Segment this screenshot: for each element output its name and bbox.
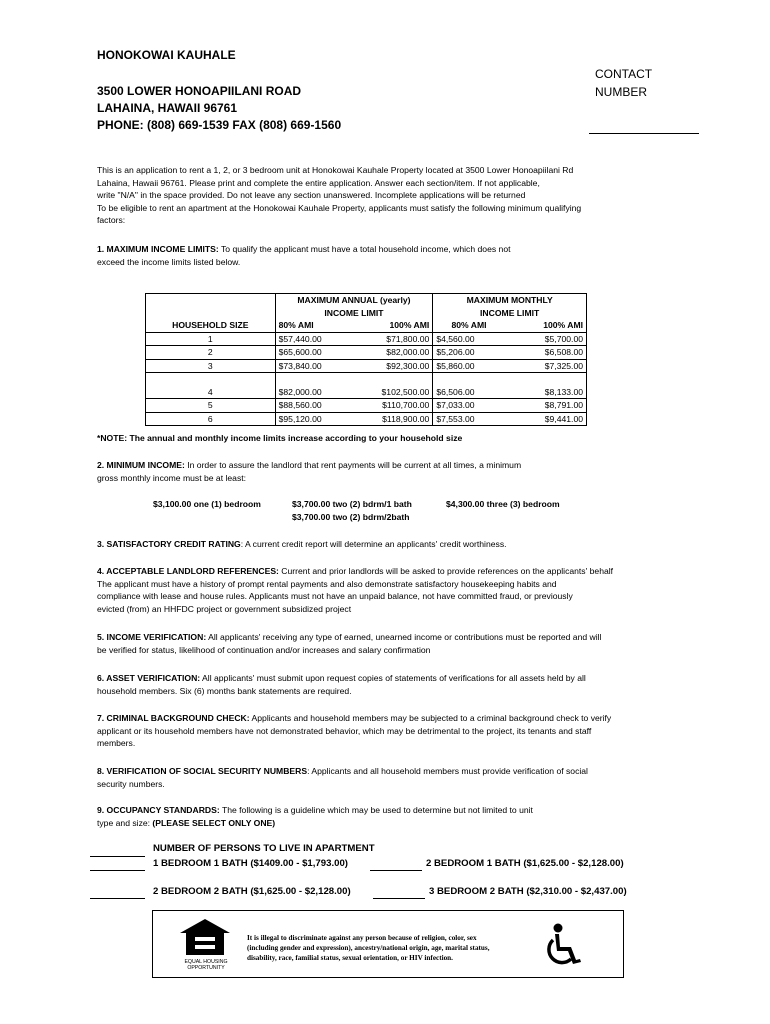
option-3br-2ba-blank[interactable] bbox=[373, 898, 425, 899]
anti-discrimination-notice bbox=[247, 933, 522, 963]
household-size-cell: 3 bbox=[146, 359, 276, 373]
annual-100-cell: $102,500.00 bbox=[381, 386, 430, 397]
equal-housing-notice-box bbox=[152, 910, 624, 978]
section-7-text: applicant or its household members have not demonstrated behavior, which may be detrimental to the project, its tenants and staff bbox=[97, 725, 592, 736]
option-2br-2ba-label: 2 BEDROOM 2 BATH ($1,625.00 - $2,128.00) bbox=[153, 886, 351, 897]
section-2 bbox=[97, 459, 717, 484]
monthly-80-cell: $5,206.00 bbox=[433, 346, 505, 360]
table-spacer-row bbox=[146, 373, 587, 386]
address-line-1: 3500 LOWER HONOAPIILANI ROAD bbox=[97, 84, 302, 98]
section-5-heading: 5. INCOME VERIFICATION: bbox=[97, 632, 207, 642]
monthly-80-cell: $7,553.00 bbox=[433, 412, 505, 426]
annual-80-header: 80% AMI bbox=[275, 319, 357, 332]
option-2br-1ba-blank[interactable] bbox=[370, 870, 422, 871]
section-7-text: Applicants and household members may be subjected to a criminal background check to verify bbox=[249, 713, 612, 723]
option-1br-1ba-blank[interactable] bbox=[90, 870, 145, 871]
persons-count-field[interactable] bbox=[90, 856, 145, 857]
annual-header: MAXIMUM ANNUAL (yearly) bbox=[275, 294, 433, 307]
min-income-2br-2ba: $3,700.00 two (2) bdrm/2bath bbox=[292, 512, 410, 522]
section-3-heading: 3. SATISFACTORY CREDIT RATING bbox=[97, 539, 241, 549]
monthly-80-cell: $5,860.00 bbox=[433, 359, 505, 373]
monthly-header: MAXIMUM MONTHLY bbox=[433, 294, 587, 307]
address-line-2: LAHAINA, HAWAII 96761 bbox=[97, 101, 238, 115]
section-8-heading: 8. VERIFICATION OF SOCIAL SECURITY NUMBERS bbox=[97, 766, 308, 776]
section-4-text: evicted (from) an HHFDC project or government subsidized project bbox=[97, 603, 352, 614]
section-3-text: : A current credit report will determine an applicants' credit worthiness. bbox=[240, 539, 507, 549]
section-9-heading: 9. OCCUPANCY STANDARDS: bbox=[97, 805, 220, 815]
property-name: HONOKOWAI KAUHALE bbox=[97, 48, 236, 62]
section-1-text: exceed the income limits listed below. bbox=[97, 256, 241, 267]
monthly-80-cell: $4,560.00 bbox=[433, 332, 505, 346]
household-size-cell: 1 bbox=[146, 332, 276, 346]
contact-number-field[interactable] bbox=[589, 132, 699, 134]
min-income-2br-1ba: $3,700.00 two (2) bdrm/1 bath bbox=[292, 499, 412, 509]
household-size-cell: 2 bbox=[146, 346, 276, 360]
contact-label-1: CONTACT bbox=[595, 67, 653, 81]
select-only-one-note: (PLEASE SELECT ONLY ONE) bbox=[152, 817, 276, 828]
annual-100-header: 100% AMI bbox=[389, 320, 430, 330]
section-1-text: To qualify the applicant must have a total household income, which does not bbox=[218, 244, 511, 254]
section-4-text: compliance with lease and house rules. Applicants must not have an unpaid balance, not have committed fraud, or previously bbox=[97, 591, 573, 602]
monthly-80-cell: $6,506.00 bbox=[433, 386, 505, 399]
table-row bbox=[146, 359, 587, 373]
section-8-text: security numbers. bbox=[97, 778, 165, 789]
section-7-heading: 7. CRIMINAL BACKGROUND CHECK: bbox=[97, 713, 250, 723]
equal-housing-logo-text bbox=[175, 959, 237, 971]
section-5-text: be verified for status, likelihood of continuation and/or increases and salary confirmation bbox=[97, 644, 431, 655]
notice-line: (including gender and expression), ancestry/national origin, age, marital status, bbox=[247, 944, 490, 952]
table-row bbox=[146, 332, 587, 346]
monthly-header-2: INCOME LIMIT bbox=[433, 307, 587, 320]
section-6-text: household members. Six (6) months bank statements are required. bbox=[97, 685, 352, 696]
section-2-text: In order to assure the landlord that rent payments will be current at all times, a minimum bbox=[184, 460, 522, 470]
min-income-3br: $4,300.00 three (3) bedroom bbox=[446, 499, 560, 509]
annual-100-cell: $71,800.00 bbox=[357, 332, 433, 346]
table-row bbox=[146, 346, 587, 360]
notice-line: It is illegal to discriminate against any person because of religion, color, sex bbox=[247, 934, 477, 942]
annual-80-cell: $82,000.00 bbox=[275, 386, 357, 399]
section-9-text: type and size: bbox=[97, 817, 153, 828]
intro-line: write "N/A" in the space provided. Do not leave any section unanswered. Incomplete applications will be returned bbox=[97, 190, 526, 201]
intro-line: Lahaina, Hawaii 96761. Please print and complete the entire application. Answer each section/item. If not applicable, bbox=[97, 177, 540, 188]
monthly-100-cell: $9,441.00 bbox=[505, 412, 587, 426]
wheelchair-accessibility-icon bbox=[541, 923, 585, 969]
section-6-text: All applicants' must submit upon request copies of statements of verifications for all assets held by all bbox=[200, 673, 586, 683]
section-4-heading: 4. ACCEPTABLE LANDLORD REFERENCES: bbox=[97, 566, 279, 576]
household-size-cell: 4 bbox=[207, 386, 213, 397]
section-3 bbox=[97, 538, 717, 551]
household-size-cell: 6 bbox=[146, 412, 276, 426]
section-4 bbox=[97, 565, 717, 615]
annual-100-cell: $82,000.00 bbox=[357, 346, 433, 360]
min-income-1br: $3,100.00 one (1) bedroom bbox=[153, 499, 261, 509]
option-2br-2ba-blank[interactable] bbox=[90, 898, 145, 899]
monthly-80-header: 80% AMI bbox=[433, 319, 505, 332]
intro-line: This is an application to rent a 1, 2, or 3 bedroom unit at Honokowai Kauhale Property located at 3500 Lower Honoapiilani Rd bbox=[97, 165, 574, 175]
section-1-heading: 1. MAXIMUM INCOME LIMITS: bbox=[97, 244, 219, 254]
logo-text-line: EQUAL HOUSING bbox=[184, 959, 228, 965]
section-7-text: members. bbox=[97, 738, 136, 749]
section-8 bbox=[97, 765, 717, 790]
option-1br-1ba-label: 1 BEDROOM 1 BATH ($1409.00 - $1,793.00) bbox=[153, 858, 348, 869]
intro-paragraph bbox=[97, 164, 717, 227]
option-3br-2ba-label: 3 BEDROOM 2 BATH ($2,310.00 - $2,437.00) bbox=[429, 886, 627, 897]
section-4-text: Current and prior landlords will be asked to provide references on the applicants' behalf bbox=[278, 566, 614, 576]
section-8-text: : Applicants and all household members must provide verification of social bbox=[307, 766, 588, 776]
occupancy-title: NUMBER OF PERSONS TO LIVE IN APARTMENT bbox=[153, 843, 375, 854]
intro-line: To be eligible to rent an apartment at the Honokowai Kauhale Property, applicants must satisfy the following minimum qualifying bbox=[97, 202, 582, 213]
monthly-80-cell: $7,033.00 bbox=[433, 399, 505, 413]
section-4-text: The applicant must have a history of prompt rental payments and also demonstrate satisfactory housekeeping habits and bbox=[97, 578, 557, 589]
intro-line: factors: bbox=[97, 215, 126, 226]
table-row bbox=[146, 386, 587, 399]
income-limit-note: *NOTE: The annual and monthly income limits increase according to your household size bbox=[97, 433, 463, 443]
section-2-text: gross monthly income must be at least: bbox=[97, 472, 247, 483]
logo-text-line: OPPORTUNITY bbox=[187, 965, 225, 971]
section-6-heading: 6. ASSET VERIFICATION: bbox=[97, 673, 201, 683]
section-9-text: The following is a guideline which may be used to determine but not limited to unit bbox=[219, 805, 533, 815]
annual-100-cell: $118,900.00 bbox=[357, 412, 433, 426]
monthly-100-cell: $8,133.00 bbox=[544, 386, 583, 397]
annual-80-cell: $65,600.00 bbox=[275, 346, 357, 360]
annual-header-2: INCOME LIMIT bbox=[275, 307, 433, 320]
monthly-100-cell: $6,508.00 bbox=[505, 346, 587, 360]
section-1 bbox=[97, 243, 717, 268]
monthly-100-cell: $8,791.00 bbox=[505, 399, 587, 413]
option-2br-1ba-label: 2 BEDROOM 1 BATH ($1,625.00 - $2,128.00) bbox=[426, 858, 624, 869]
table-row bbox=[146, 412, 587, 426]
annual-80-cell: $57,440.00 bbox=[275, 332, 357, 346]
annual-100-cell: $92,300.00 bbox=[357, 359, 433, 373]
equal-housing-logo-icon bbox=[177, 917, 233, 957]
monthly-100-cell: $5,700.00 bbox=[505, 332, 587, 346]
notice-line: disability, race, familial status, sexual orientation, or HIV infection. bbox=[247, 954, 453, 962]
section-5 bbox=[97, 631, 717, 656]
contact-label-2: NUMBER bbox=[595, 85, 648, 99]
section-6 bbox=[97, 672, 717, 697]
household-size-header: HOUSEHOLD SIZE bbox=[172, 320, 249, 330]
monthly-100-header: 100% AMI bbox=[543, 320, 583, 330]
annual-80-cell: $73,840.00 bbox=[275, 359, 357, 373]
annual-80-cell: $88,560.00 bbox=[275, 399, 357, 413]
section-2-heading: 2. MINIMUM INCOME: bbox=[97, 460, 185, 470]
annual-80-cell: $95,120.00 bbox=[275, 412, 357, 426]
section-7 bbox=[97, 712, 717, 750]
income-limits-table bbox=[145, 293, 587, 426]
household-size-cell: 5 bbox=[146, 399, 276, 413]
monthly-100-cell: $7,325.00 bbox=[505, 359, 587, 373]
table-row bbox=[146, 399, 587, 413]
phone-fax-line: PHONE: (808) 669-1539 FAX (808) 669-1560 bbox=[97, 118, 342, 132]
section-5-text: All applicants' receiving any type of earned, unearned income or contributions must be reported and will bbox=[206, 632, 602, 642]
section-9 bbox=[97, 804, 717, 829]
annual-100-cell: $110,700.00 bbox=[357, 399, 433, 413]
